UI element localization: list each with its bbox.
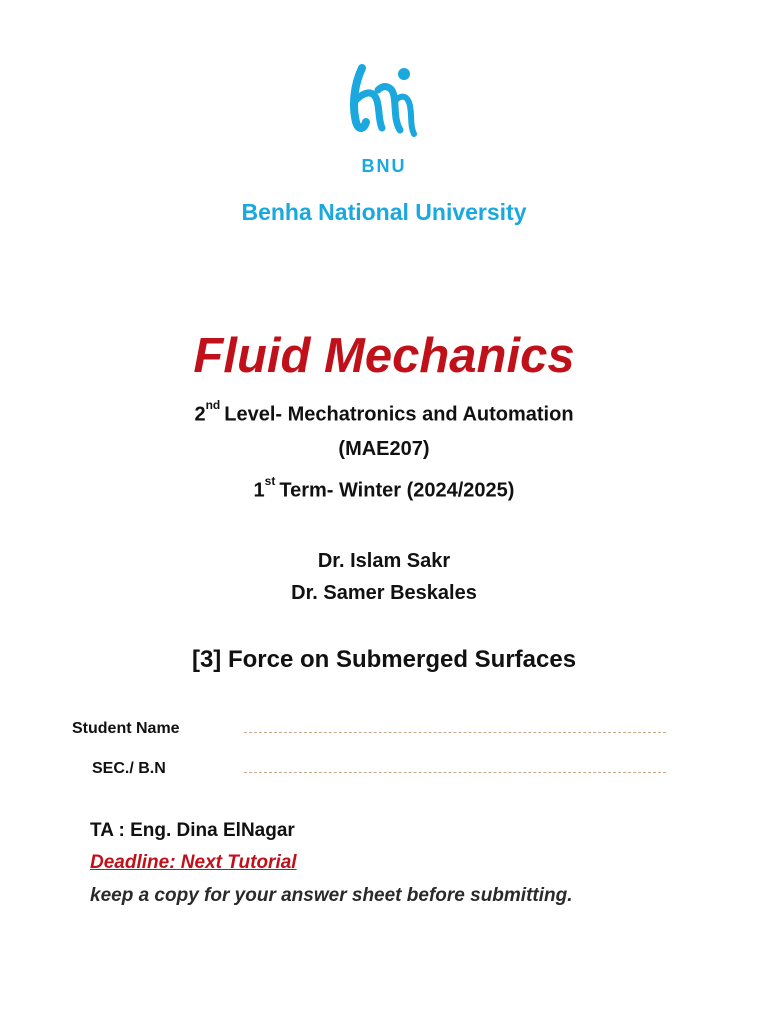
ta-name: TA : Eng. Dina ElNagar (90, 820, 295, 841)
logo-wordmark: BNU (361, 156, 407, 176)
student-name-label: Student Name (72, 720, 180, 737)
course-title: Fluid Mechanics (193, 329, 575, 383)
level-suffix: nd (205, 398, 221, 412)
term-text: Term- Winter (2024/2025) (279, 479, 515, 502)
sec-bn-field[interactable] (244, 772, 666, 773)
level-line (0, 398, 768, 427)
deadline-text: Deadline: Next Tutorial (90, 852, 297, 873)
sec-bn-label: SEC./ B.N (92, 760, 166, 777)
course-code: (MAE207) (338, 438, 430, 460)
term-suffix: st (264, 474, 276, 488)
instructor-2: Dr. Samer Beskales (291, 582, 477, 604)
level-number: 2 (194, 403, 206, 426)
sheet-title: [3] Force on Submerged Surfaces (191, 646, 577, 673)
submission-note: keep a copy for your answer sheet before submitting. (90, 885, 573, 906)
instructor-1: Dr. Islam Sakr (317, 550, 451, 572)
term-number: 1 (253, 479, 265, 502)
level-text: Level- Mechatronics and Automation (224, 403, 574, 426)
term-line (0, 474, 768, 503)
university-logo-icon (344, 60, 424, 140)
university-name: Benha National University (241, 199, 527, 225)
student-name-field[interactable] (244, 732, 666, 733)
